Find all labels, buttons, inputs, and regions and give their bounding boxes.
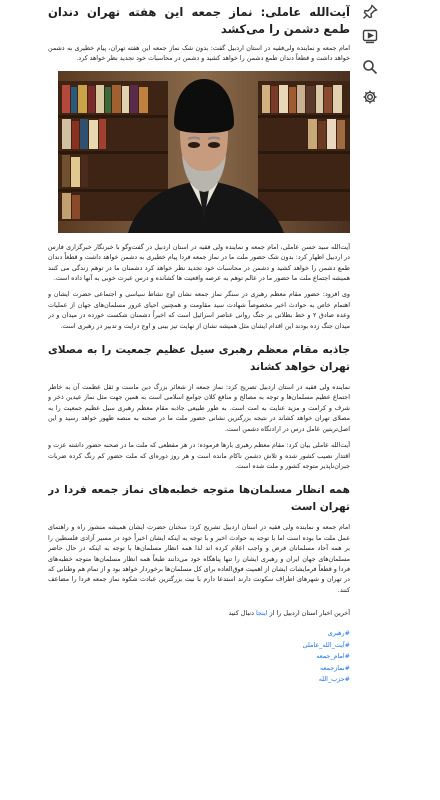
follow-up-prefix: آخرین اخبار استان اردبیل را از	[269, 609, 350, 618]
side-rail	[378, 0, 440, 800]
hashtag-link[interactable]: #نمازجمعه	[319, 663, 350, 672]
hashtag-link[interactable]: #رهبری	[327, 629, 350, 638]
news-article	[48, 0, 350, 800]
article-lead: امام جمعه و نماینده ولی‌فقیه در استان اردبیل گفت: بدون شک نماز جمعه این هفته تهران، پیام خطیری به دشمن خواهد داشت و قطعاً دندان طمع دشمن را خواهد کشید و دشمن در محاسبات خود تجدید نظر خواهد کرد.	[48, 45, 350, 63]
pin-icon[interactable]	[358, 0, 382, 24]
follow-up-link[interactable]: اینجا	[255, 609, 268, 618]
article-title: آیت‌الله عاملی: نماز جمعه این هفته تهران دندان طمع دشمن را می‌کشد	[48, 5, 350, 36]
search-icon[interactable]	[358, 55, 382, 79]
hashtag-link[interactable]: #امام_جمعه	[316, 652, 350, 661]
article-paragraph: وی افزود: حضور مقام معظم رهبری در سنگر نماز جمعه نشان اوج نشاط سیاسی و اجتماعی حضرت ایشان و اهتمام خاص به حوادث اخیر مخصوصاً شهادت سید مقاومت و همچنین احیای غرور مسلمان‌های جهان از عملیات وعده صادق ۲ و خط بطلانی بر جنگ روانی عناصر اسرائیل است که اخیراً دشمنان شکست خورده در میدان و در میدان جنگ زده بودند این اقدام ایشان مثل همیشه نشان از نهایت تیز بینی و اوج درایت و تدبیر در رهبری است.	[48, 291, 350, 330]
hashtag-link[interactable]: #آیت_الله_عاملی	[302, 640, 350, 649]
media-icon[interactable]	[358, 24, 382, 48]
article-photo	[58, 71, 350, 233]
hashtag-link[interactable]: #حزب_الله	[318, 675, 350, 684]
article-paragraph: نماینده ولی فقیه در استان اردبیل تصریح کرد: نماز جمعه از شعائر بزرگ دین ماست و ثقل عظمت آن به خاطر اجتماع عظیم مسلمان‌ها و توجه به مصالح و منافع کلان جوامع اسلامی است به همین جهت مثل نماز عیدین ذخر و شرف و کرامت و مزید عنایت به امت است. به طور طبیعی جاذبه مقام معظم رهبری سیل عظیم جمعیت را به مصلای تهران خواهد کشاند در نتیجه بزرگترین نشانی حضور ملت ما در صحنه به منصه ظهور خواهد رسید و این اصل‌تربتین عامل درس در ارادتگاه دشمن است.	[48, 384, 350, 433]
section-heading: جاذبه مقام معظم رهبری سیل عظیم جمعیت را به مصلای تهران خواهد کشاند	[48, 344, 350, 374]
section-heading: همه انظار مسلمان‌ها متوجه خطبه‌های نماز جمعه فردا در تهران است	[48, 484, 350, 514]
article-paragraph: امام جمعه و نماینده ولی فقیه در استان اردبیل تشریح کرد: سخنان حضرت ایشان همیشه منشور راه و راهنمای عمل ملت ما بوده است اما با توجه به حوادث اخیر و با توجه به اینکه ایشان اخیراً خود در مسیر آزادی فلسطین را بر همه آحاد مسلمانان فرض و واجب اعلام کرده اند لذا همه انظار مسلمان‌ها با توجه به اینکه در حال حاضر مسلمان‌های جهان ایران و رهبری ایشان را تنها پناهگاه خود می‌دانند طبعاً همه انظار مسلمان‌ها متوجه خطبه‌های فردا و قطعاً فرمایشات ایشان از اهمیت فوق‌العاده برای کل مسلمان‌ها برخوردار خواهد بود و از تمام هم وطنانی که در تهران و شهرهای اطراف سکونت دارند استدعا دارم با نیت بزرگترین عبادت شکوه نماز جمعه فردا را مضاعف کنند.	[48, 524, 350, 594]
hashtag-list	[48, 628, 350, 686]
follow-up-line	[48, 608, 350, 618]
article-paragraph: آیت‌الله سید حسن عاملی، امام جمعه و نماینده ولی فقیه در استان اردبیل در گفت‌وگو با خبرنگار خبرگزاری فارس در اردبیل اظهار کرد: بدون شک حضور ملت ما در نماز جمعه فردا پیام خطیری به دشمن خواهد داشت و قطعاً دندان طمع دشمن را خواهد کشید و دشمن در محاسبات خود تجدید نظر خواهد کرد دشمنان ما در توهم زندگی می کنند همیشه اجتماع ملت ما حضور ما در عالم توهم به عرصه واقعیت ها کشانده و درس عبرت خوبی به آنها داده است.	[48, 243, 350, 283]
follow-up-suffix: دنبال کنید	[228, 609, 254, 618]
gear-icon[interactable]	[358, 85, 382, 109]
article-paragraph: آیت‌الله عاملی بیان کرد: مقام معظم رهبری بارها فرموده: در هر مقطعی که ملت ما در صحنه حضور داشته عزت و اقتدار نصیب کشور شده و تلاش دشمن ناکام مانده است و هر روز دوره‌ای که ملت حضور کم رنگ کرده ضربات جبران‌ناپذیر متوجه کشور و ملت شده است.	[48, 442, 350, 470]
